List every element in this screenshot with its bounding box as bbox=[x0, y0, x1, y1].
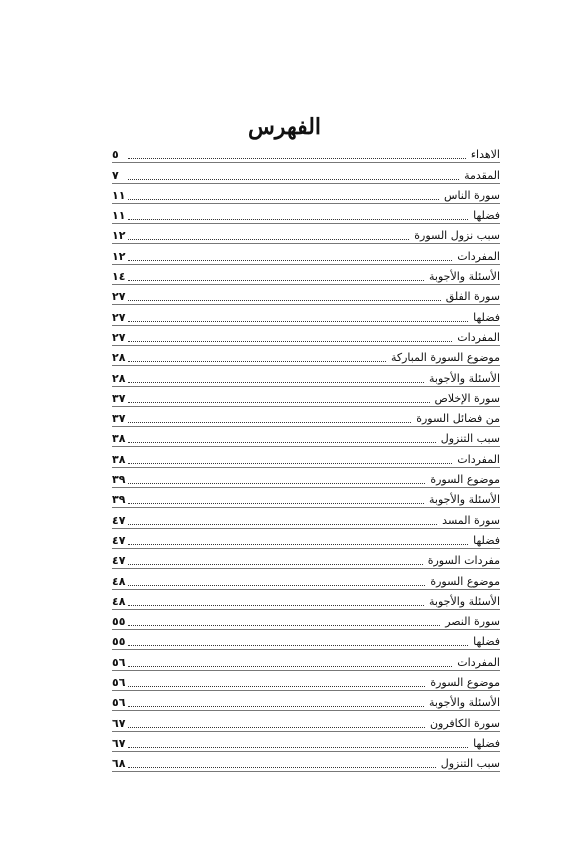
toc-entry bbox=[112, 326, 500, 346]
toc-entry-page-number: ٤٧ bbox=[112, 554, 126, 568]
dot-leader bbox=[128, 540, 468, 545]
toc-entry bbox=[112, 590, 500, 610]
toc-entry-label: المقدمة bbox=[461, 169, 500, 183]
toc-entry bbox=[112, 630, 500, 650]
toc-entry bbox=[112, 427, 500, 447]
toc-entry bbox=[112, 366, 500, 386]
toc-entry bbox=[112, 285, 500, 305]
toc-entry-page-number: ٣٩ bbox=[112, 493, 126, 507]
dot-leader bbox=[128, 195, 439, 200]
toc-entry-page-number: ٤٧ bbox=[112, 533, 126, 547]
dot-leader bbox=[128, 702, 424, 707]
toc-entry-page-number: ٢٧ bbox=[112, 310, 126, 324]
dot-leader bbox=[128, 723, 425, 728]
toc-entry-label: المفردات bbox=[454, 331, 500, 345]
toc-entry-label: سورة الفلق bbox=[443, 290, 500, 304]
toc-entry bbox=[112, 143, 500, 163]
dot-leader bbox=[128, 581, 425, 586]
dot-leader bbox=[128, 357, 386, 362]
toc-entry-page-number: ٥٦ bbox=[112, 676, 126, 690]
toc-entry-label: الأسئلة والأجوبة bbox=[426, 372, 500, 386]
toc-entry-label: المفردات bbox=[454, 453, 500, 467]
dot-leader bbox=[128, 378, 424, 383]
dot-leader bbox=[128, 154, 466, 159]
dot-leader bbox=[128, 235, 409, 240]
toc-entry-page-number: ٥٥ bbox=[112, 615, 126, 629]
toc-entry-label: فضلها bbox=[470, 209, 500, 223]
toc-entry bbox=[112, 529, 500, 549]
toc-entry bbox=[112, 204, 500, 224]
toc-entry bbox=[112, 671, 500, 691]
table-of-contents bbox=[112, 143, 500, 772]
toc-entry-label: من فضائل السورة bbox=[413, 412, 500, 426]
toc-entry-page-number: ٣٩ bbox=[112, 473, 126, 487]
toc-entry bbox=[112, 691, 500, 711]
toc-entry-label: سبب التنزول bbox=[438, 757, 500, 771]
toc-entry-label: موضوع السورة bbox=[427, 473, 500, 487]
toc-entry bbox=[112, 488, 500, 508]
toc-entry-label: موضوع السورة bbox=[427, 676, 500, 690]
toc-entry-label: موضوع السورة bbox=[427, 575, 500, 589]
toc-entry bbox=[112, 549, 500, 569]
toc-entry-label: مفردات السورة bbox=[425, 554, 500, 568]
toc-entry bbox=[112, 305, 500, 325]
toc-entry-page-number: ٥ bbox=[112, 148, 119, 162]
toc-entry-page-number: ٢٨ bbox=[112, 351, 126, 365]
toc-entry bbox=[112, 711, 500, 731]
dot-leader bbox=[128, 438, 436, 443]
toc-entry bbox=[112, 163, 500, 183]
toc-entry-label: موضوع السورة المباركة bbox=[388, 351, 500, 365]
toc-entry-label: فضلها bbox=[470, 534, 500, 548]
dot-leader bbox=[128, 601, 424, 606]
dot-leader bbox=[128, 682, 425, 687]
dot-leader bbox=[128, 621, 440, 626]
toc-entry-page-number: ٤٧ bbox=[112, 513, 126, 527]
toc-entry-label: سورة الإخلاص bbox=[432, 392, 500, 406]
toc-entry bbox=[112, 569, 500, 589]
toc-entry-page-number: ٤٨ bbox=[112, 574, 126, 588]
dot-leader bbox=[128, 256, 452, 261]
toc-entry-page-number: ٢٧ bbox=[112, 290, 126, 304]
toc-entry-label: المفردات bbox=[454, 656, 500, 670]
dot-leader bbox=[128, 276, 424, 281]
toc-entry-label: فضلها bbox=[470, 635, 500, 649]
toc-entry-label: سورة النصر bbox=[442, 615, 500, 629]
toc-entry-page-number: ٥٥ bbox=[112, 635, 126, 649]
toc-entry-page-number: ٦٨ bbox=[112, 757, 126, 771]
toc-entry-page-number: ٣٨ bbox=[112, 452, 126, 466]
toc-entry bbox=[112, 265, 500, 285]
toc-entry bbox=[112, 407, 500, 427]
dot-leader bbox=[128, 317, 468, 322]
toc-entry bbox=[112, 468, 500, 488]
dot-leader bbox=[128, 459, 452, 464]
toc-entry-page-number: ١١ bbox=[112, 188, 126, 202]
toc-entry-label: سبب نزول السورة bbox=[411, 229, 500, 243]
toc-entry-page-number: ٤٨ bbox=[112, 594, 126, 608]
toc-entry bbox=[112, 224, 500, 244]
toc-entry-page-number: ٢٧ bbox=[112, 330, 126, 344]
page-title: الفهرس bbox=[247, 114, 322, 140]
toc-entry-page-number: ٢٨ bbox=[112, 371, 126, 385]
toc-entry-label: سورة المسد bbox=[439, 514, 500, 528]
toc-entry-page-number: ٧ bbox=[112, 168, 119, 182]
toc-entry-page-number: ٣٨ bbox=[112, 432, 126, 446]
toc-entry bbox=[112, 447, 500, 467]
toc-entry bbox=[112, 752, 500, 772]
dot-leader bbox=[128, 560, 423, 565]
toc-entry-page-number: ١١ bbox=[112, 209, 126, 223]
toc-entry-label: سورة الكافرون bbox=[427, 717, 500, 731]
dot-leader bbox=[128, 296, 441, 301]
toc-entry-label: المفردات bbox=[454, 250, 500, 264]
dot-leader bbox=[128, 743, 468, 748]
dot-leader bbox=[128, 479, 425, 484]
toc-entry bbox=[112, 610, 500, 630]
dot-leader bbox=[128, 763, 436, 768]
dot-leader bbox=[128, 641, 468, 646]
toc-entry-page-number: ١٢ bbox=[112, 229, 126, 243]
toc-entry-label: الأسئلة والأجوبة bbox=[426, 493, 500, 507]
toc-entry bbox=[112, 346, 500, 366]
toc-entry-page-number: ٥٦ bbox=[112, 696, 126, 710]
toc-entry bbox=[112, 244, 500, 264]
toc-entry-page-number: ٦٧ bbox=[112, 716, 126, 730]
dot-leader bbox=[128, 175, 459, 180]
toc-entry-label: فضلها bbox=[470, 311, 500, 325]
dot-leader bbox=[128, 398, 430, 403]
toc-entry-label: سبب التنزول bbox=[438, 432, 500, 446]
dot-leader bbox=[128, 662, 452, 667]
toc-entry bbox=[112, 184, 500, 204]
dot-leader bbox=[128, 215, 468, 220]
toc-entry-page-number: ١٤ bbox=[112, 270, 126, 284]
toc-entry-label: الأسئلة والأجوبة bbox=[426, 595, 500, 609]
toc-entry bbox=[112, 732, 500, 752]
dot-leader bbox=[128, 418, 411, 423]
toc-entry-label: فضلها bbox=[470, 737, 500, 751]
dot-leader bbox=[128, 337, 452, 342]
toc-entry-page-number: ٥٦ bbox=[112, 655, 126, 669]
toc-entry bbox=[112, 508, 500, 528]
toc-entry-page-number: ١٢ bbox=[112, 249, 126, 263]
toc-entry-page-number: ٣٧ bbox=[112, 412, 126, 426]
toc-entry-label: الأسئلة والأجوبة bbox=[426, 270, 500, 284]
dot-leader bbox=[128, 499, 424, 504]
toc-entry-label: الاهداء bbox=[468, 148, 500, 162]
toc-entry-label: الأسئلة والأجوبة bbox=[426, 696, 500, 710]
toc-entry-page-number: ٦٧ bbox=[112, 736, 126, 750]
toc-entry-page-number: ٣٧ bbox=[112, 391, 126, 405]
toc-entry-label: سورة الناس bbox=[441, 189, 500, 203]
toc-entry bbox=[112, 650, 500, 670]
dot-leader bbox=[128, 520, 437, 525]
toc-entry bbox=[112, 387, 500, 407]
